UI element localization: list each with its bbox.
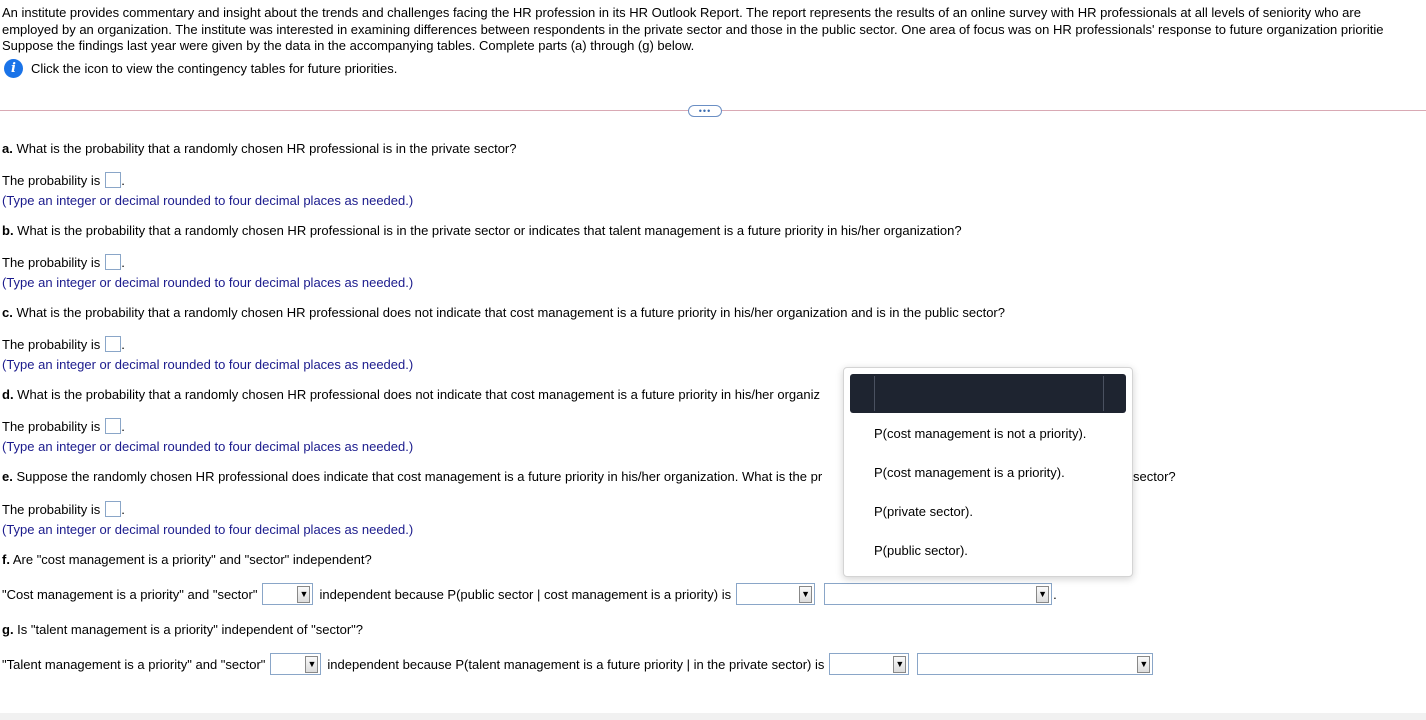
g-equal-select[interactable]: [829, 653, 909, 675]
answer-suffix: .: [121, 254, 125, 270]
answer-e: [2, 501, 125, 517]
f-equal-select[interactable]: [736, 583, 815, 605]
f-is-isnot-select[interactable]: [262, 583, 313, 605]
dropdown-option[interactable]: P(public sector).: [874, 543, 968, 558]
question-label: b.: [2, 223, 14, 238]
question-label: e.: [2, 469, 13, 484]
answer-input-d[interactable]: [105, 418, 121, 434]
answer-suffix: .: [121, 172, 125, 188]
hint-e: (Type an integer or decimal rounded to four decimal places as needed.): [2, 522, 414, 537]
hint-b: (Type an integer or decimal rounded to four decimal places as needed.): [2, 275, 414, 290]
chevron-down-icon: ▼: [893, 656, 906, 673]
answer-suffix: .: [121, 501, 125, 517]
chevron-down-icon: ▼: [1137, 656, 1150, 673]
answer-g: [2, 653, 1153, 675]
more-button[interactable]: •••: [688, 105, 722, 117]
question-e: [2, 469, 822, 484]
g-probability-select[interactable]: [917, 653, 1153, 675]
divider: [1103, 376, 1104, 411]
chevron-down-icon: ▼: [1036, 586, 1049, 603]
answer-prefix: The probability is: [2, 501, 101, 517]
answer-b: [2, 254, 125, 270]
question-d: [2, 387, 820, 402]
dropdown-option[interactable]: P(cost management is a priority).: [874, 465, 1065, 480]
intro-line-3: Suppose the findings last year were given by the data in the accompanying tables. Complete parts (a) through (g) below.: [2, 38, 695, 53]
answer-d: [2, 418, 125, 434]
question-text: What is the probability that a randomly chosen HR professional does not indicate that cost management is a future priority in his/her organiz: [13, 387, 820, 402]
answer-suffix: .: [121, 418, 125, 434]
answer-c: [2, 336, 125, 352]
answer-prefix: The probability is: [2, 418, 101, 434]
bottom-bar: [0, 713, 1426, 720]
chevron-down-icon: ▼: [305, 656, 318, 673]
question-g: [2, 622, 363, 637]
question-e-tail: sector?: [1133, 469, 1176, 484]
hint-a: (Type an integer or decimal rounded to four decimal places as needed.): [2, 193, 414, 208]
question-text: Suppose the randomly chosen HR professional does indicate that cost management is a future priority in his/her organization. What is the pr: [12, 469, 823, 484]
hint-d: (Type an integer or decimal rounded to four decimal places as needed.): [2, 439, 414, 454]
dropdown-option[interactable]: P(private sector).: [874, 504, 973, 519]
answer-prefix: The probability is: [2, 172, 101, 188]
dropdown-popup: [843, 367, 1133, 577]
divider: [874, 376, 875, 411]
hint-c: (Type an integer or decimal rounded to four decimal places as needed.): [2, 357, 414, 372]
info-icon[interactable]: i: [4, 59, 23, 78]
g-middle: independent because P(talent management is a future priority | in the private sector) is: [327, 656, 825, 672]
chevron-down-icon: ▼: [297, 586, 310, 603]
f-probability-select[interactable]: [824, 583, 1052, 605]
problem-intro: [2, 5, 1426, 55]
answer-input-c[interactable]: [105, 336, 121, 352]
answer-a: [2, 172, 125, 188]
info-text: Click the icon to view the contingency tables for future priorities.: [31, 61, 398, 76]
dropdown-selected-highlight[interactable]: [850, 374, 1126, 413]
answer-input-a[interactable]: [105, 172, 121, 188]
f-prefix: "Cost management is a priority" and "sector": [2, 586, 258, 602]
answer-suffix: .: [121, 336, 125, 352]
info-row: [4, 59, 397, 78]
question-label: f.: [2, 552, 10, 567]
dropdown-option[interactable]: P(cost management is not a priority).: [874, 426, 1087, 441]
question-text: Is "talent management is a priority" independent of "sector"?: [13, 622, 363, 637]
question-text: Are "cost management is a priority" and "sector" independent?: [9, 552, 372, 567]
answer-prefix: The probability is: [2, 336, 101, 352]
g-is-isnot-select[interactable]: [270, 653, 321, 675]
question-c: [2, 305, 1005, 320]
f-end: .: [1053, 586, 1057, 602]
question-label: d.: [2, 387, 14, 402]
intro-line-2: employed by an organization. The institute was interested in examining differences between respondents in the private sector and those in the public sector. One area of focus was on HR professionals' response to future organization prioritie: [2, 21, 1384, 37]
intro-line-1: An institute provides commentary and insight about the trends and challenges facing the HR profession in its HR Outlook Report. The report represents the results of an online survey with HR professionals at all levels of seniority who are: [2, 5, 1361, 20]
question-label: g.: [2, 622, 14, 637]
question-b: [2, 223, 962, 238]
question-text: What is the probability that a randomly chosen HR professional is in the private sector or indicates that talent management is a future priority in his/her organization?: [13, 223, 962, 238]
f-middle: independent because P(public sector | cost management is a priority) is: [319, 586, 732, 602]
chevron-down-icon: ▼: [799, 586, 812, 603]
question-text: What is the probability that a randomly chosen HR professional is in the private sector?: [12, 141, 517, 156]
answer-f: [2, 583, 1057, 605]
answer-input-b[interactable]: [105, 254, 121, 270]
question-a: [2, 141, 516, 156]
question-text: What is the probability that a randomly chosen HR professional does not indicate that cost management is a future priority in his/her organization and is in the public sector?: [12, 305, 1005, 320]
answer-prefix: The probability is: [2, 254, 101, 270]
question-label: c.: [2, 305, 13, 320]
answer-input-e[interactable]: [105, 501, 121, 517]
question-label: a.: [2, 141, 13, 156]
question-f: [2, 552, 372, 567]
g-prefix: "Talent management is a priority" and "sector": [2, 656, 266, 672]
